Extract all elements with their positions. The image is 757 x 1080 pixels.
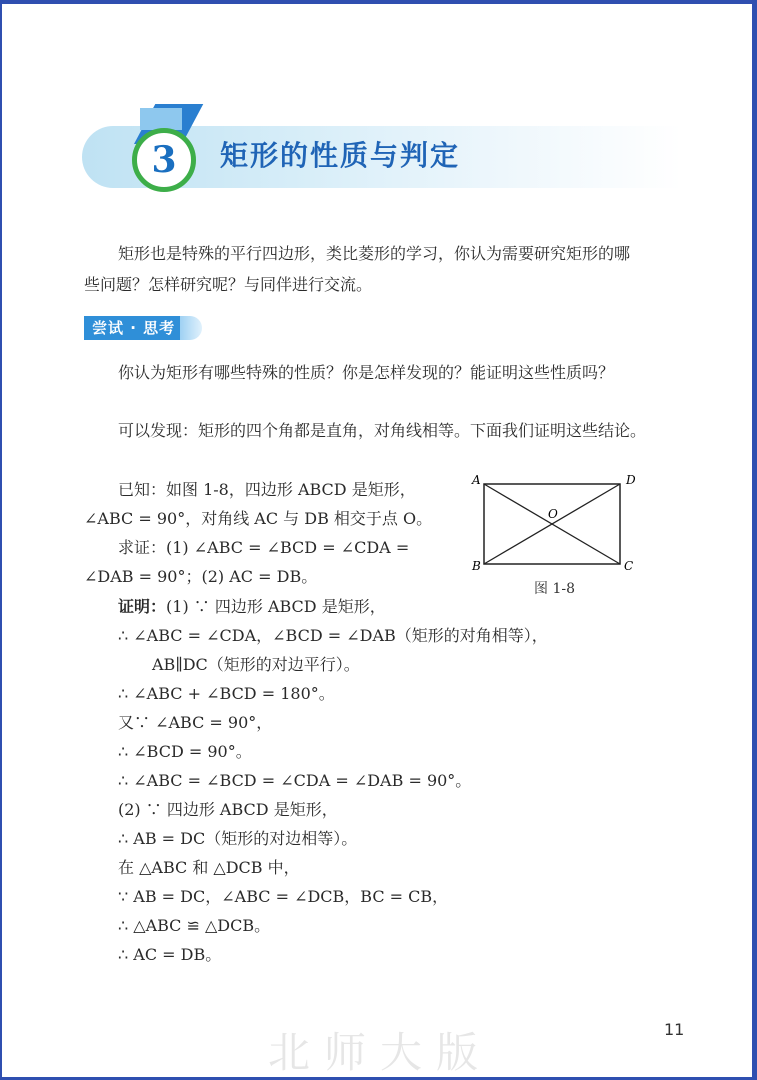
intro-line-1: 矩形也是特殊的平行四边形，类比菱形的学习，你认为需要研究矩形的哪 bbox=[118, 244, 631, 263]
given-line-2: ∠ABC = 90°，对角线 AC 与 DB 相交于点 O。 bbox=[84, 509, 433, 528]
vertex-label-c: C bbox=[624, 559, 634, 573]
proof-head-text: (1) ∵ 四边形 ABCD 是矩形， bbox=[166, 597, 386, 616]
vertex-label-d: D bbox=[626, 473, 636, 487]
proof-line: AB∥DC（矩形的对边平行）。 bbox=[152, 655, 360, 674]
page-frame-top bbox=[0, 0, 757, 4]
proof-line: ∴ △ABC ≌ △DCB。 bbox=[118, 916, 271, 935]
rectangle-diagram bbox=[466, 470, 646, 574]
vertex-label-a: A bbox=[472, 473, 481, 487]
proof-line: ∴ AC = DB。 bbox=[118, 945, 222, 964]
try-think-subhead bbox=[84, 316, 200, 340]
section-title: 矩形的性质与判定 bbox=[220, 139, 461, 172]
page-frame-left bbox=[0, 0, 2, 1080]
subhead-label: 尝试 · 思考 bbox=[92, 319, 176, 337]
vertex-label-b: B bbox=[472, 559, 481, 573]
publisher-watermark: 北师大版 bbox=[268, 1028, 493, 1077]
prove-line-2: ∠DAB = 90°；(2) AC = DB。 bbox=[84, 567, 318, 586]
page-frame-right bbox=[752, 0, 757, 1080]
prove-line-1: 求证：(1) ∠ABC = ∠BCD = ∠CDA = bbox=[118, 538, 410, 557]
figure-caption: 图 1-8 bbox=[534, 581, 575, 597]
proof-line: ∵ AB = DC，∠ABC = ∠DCB，BC = CB， bbox=[118, 887, 449, 906]
given-line-1: 已知：如图 1-8，四边形 ABCD 是矩形， bbox=[118, 480, 416, 499]
intro-line-2: 些问题？怎样研究呢？与同伴进行交流。 bbox=[84, 275, 373, 294]
proof-line: ∴ AB = DC（矩形的对边相等）。 bbox=[118, 829, 358, 848]
section-number-badge: 3 bbox=[132, 128, 196, 192]
proof-line: ∴ ∠BCD = 90°。 bbox=[118, 742, 252, 761]
proof-line: 又∵ ∠ABC = 90°， bbox=[118, 713, 273, 732]
finding-text: 可以发现：矩形的四个角都是直角，对角线相等。下面我们证明这些结论。 bbox=[118, 421, 647, 440]
proof-line: ∴ ∠ABC + ∠BCD = 180°。 bbox=[118, 684, 335, 703]
header-decoration-tab-light bbox=[140, 108, 182, 130]
proof-label: 证明： bbox=[118, 597, 167, 616]
proof-line: ∴ ∠ABC = ∠CDA，∠BCD = ∠DAB（矩形的对角相等）， bbox=[118, 626, 548, 645]
proof-line: (2) ∵ 四边形 ABCD 是矩形， bbox=[118, 800, 338, 819]
proof-line: ∴ ∠ABC = ∠BCD = ∠CDA = ∠DAB = 90°。 bbox=[118, 771, 472, 790]
intersection-label-o: O bbox=[548, 507, 558, 521]
subhead-tail bbox=[180, 316, 202, 340]
question-text: 你认为矩形有哪些特殊的性质？你是怎样发现的？能证明这些性质吗？ bbox=[118, 363, 615, 382]
page-number: 11 bbox=[664, 1020, 685, 1039]
proof-head bbox=[118, 594, 386, 617]
proof-line: 在 △ABC 和 △DCB 中， bbox=[118, 858, 300, 877]
rectangle-figure bbox=[466, 470, 646, 573]
